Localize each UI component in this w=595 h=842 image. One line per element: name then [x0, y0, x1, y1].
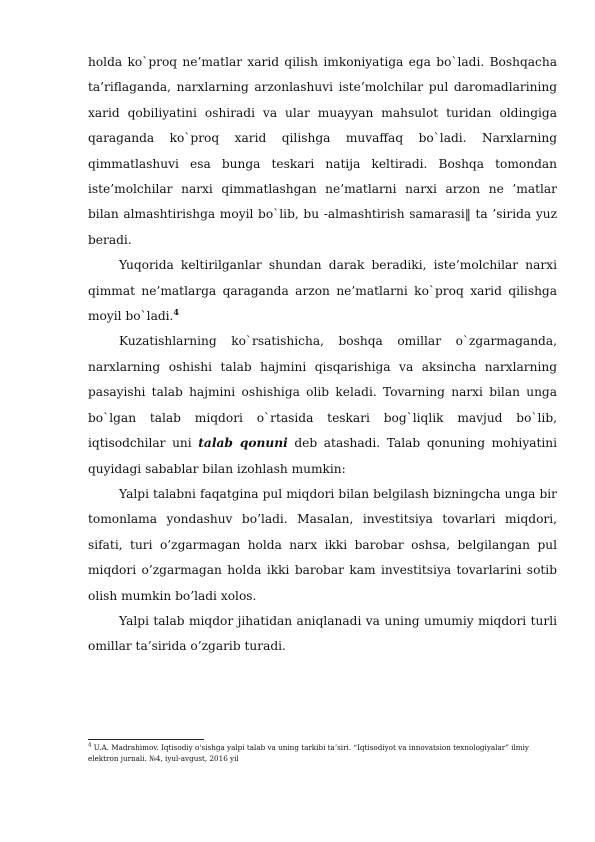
- paragraph-1: holda ko`proq ne’matlar xarid qilish imkoniyatiga ega bo`ladi. Boshqacha ta’riflaganda, narxlarning arzonlashuvi iste’molchilar pul daromadlarining xarid qobiliyatini oshiradi va ular muayyan mahsulot turidan oldingiga qaraganda ko`proq xarid qilishga muvaffaq bo`ladi. Narxlarning qimmatlashuvi esa bunga teskari natija keltiradi. Boshqa tomondan iste’molchilar narxi qimmatlashgan ne’matlarni narxi arzon ne ’matlar bilan almashtirishga moyil bo`lib, bu -almashtirish samarasi‖ ta ’sirida yuz beradi.: [88, 55, 557, 247]
- footnote-reference[interactable]: 4: [173, 307, 179, 317]
- footnote-divider: [88, 739, 204, 740]
- paragraph-3-text-after: deb atashadi. Talab qonuning mohiyatini quyidagi sabablar bilan izohlash mumkin:: [88, 436, 558, 476]
- paragraph-2: [88, 253, 557, 329]
- paragraph-2-text: Yuqorida keltirilganlar shundan darak beradiki, iste’molchilar narxi qimmat ne’matlarga qaraganda arzon ne’matlarni ko`proq xarid qilishga moyil bo`ladi.: [88, 258, 557, 324]
- footnote-number: 4: [88, 742, 92, 749]
- footnote-text: U.A. Madrahimov. Iqtisodiy o‘sishga yalpi talab va uning tarkibi ta’siri. “Iqtisodiyot va innovatsion texnologiyalar” ilmiy elektron jurnali. №4, iyul-avgust, 2016 yil: [88, 743, 529, 763]
- term-talab-qonuni: talab qonuni: [198, 436, 288, 451]
- page-body: [88, 50, 557, 660]
- paragraph-3: [88, 329, 557, 481]
- paragraph-5: Yalpi talab miqdor jihatidan aniqlanadi va uning umumiy miqdori turli omillar ta’sirida o’zgarib turadi.: [88, 613, 557, 654]
- paragraph-3-text-before: Kuzatishlarning ko`rsatishicha, boshqa omillar o`zgarmaganda, narxlarning oshishi talab hajmini qisqarishiga va aksincha narxlarning pasayishi talab hajmini oshishiga olib keladi. Tovarning narxi bilan unga bo`lgan talab miqdori o`rtasida teskari bog`liqlik mavjud bo`lib, iqtisodchilar uni: [88, 334, 557, 451]
- footnote: [88, 742, 557, 764]
- paragraph-4: Yalpi talabni faqatgina pul miqdori bilan belgilash bizningcha unga bir tomonlama yondashuv bo’ladi. Masalan, investitsiya tovarlari miqdori, sifati, turi o’zgarmagan holda narx ikki barobar oshsa, belgilangan pul miqdori o’zgarmagan holda ikki barobar kam investitsiya tovarlarini sotib olish mumkin bo’ladi xolos.: [88, 486, 557, 603]
